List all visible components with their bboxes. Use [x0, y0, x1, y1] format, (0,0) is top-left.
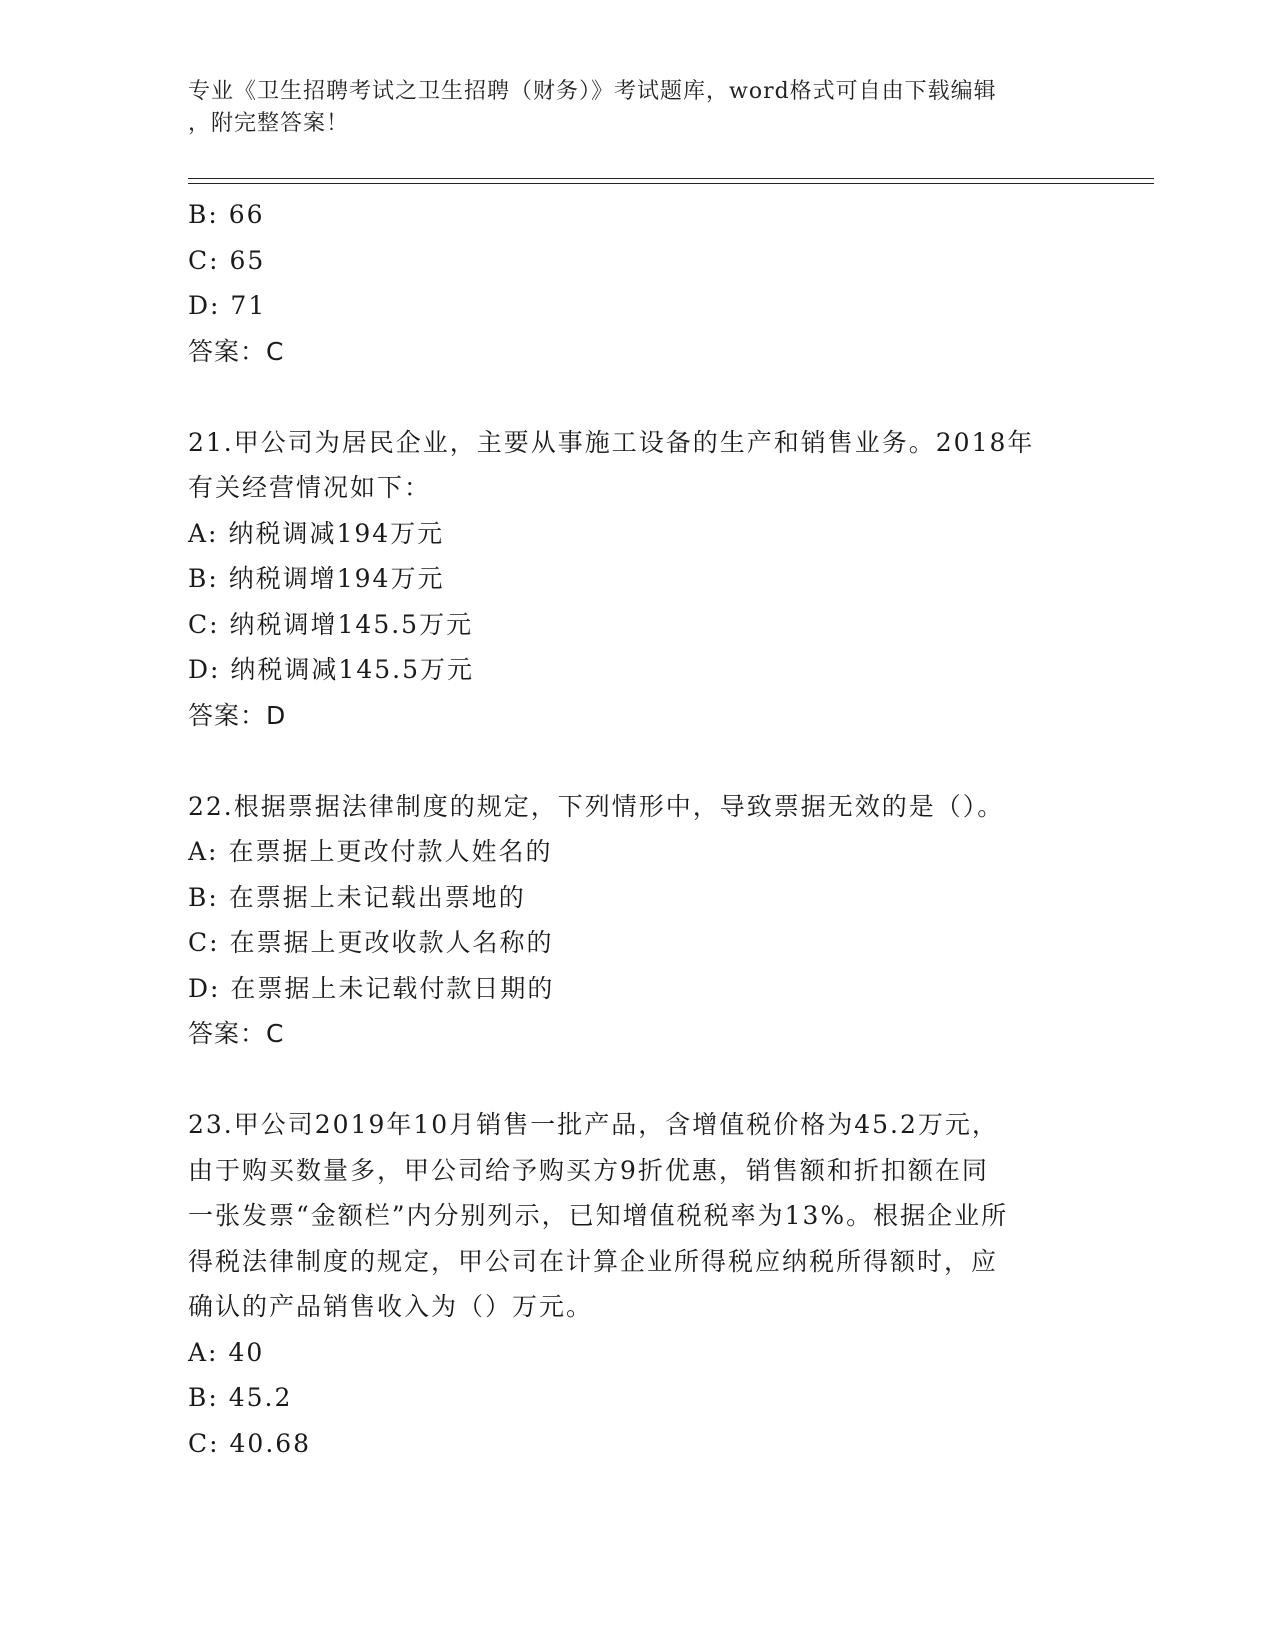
document-header	[188, 76, 1068, 140]
option-label: A:	[188, 837, 219, 866]
option-b	[188, 1375, 1088, 1421]
option-label: B:	[188, 200, 219, 229]
question-stem-line: 得税法律制度的规定，甲公司在计算企业所得税应纳税所得额时，应	[188, 1246, 999, 1276]
spacer	[188, 374, 1088, 420]
header-line-1: 专业《卫生招聘考试之卫生招聘（财务）》考试题库，word格式可自由下载编辑	[188, 79, 997, 104]
question-stem-line: 确认的产品销售收入为（）万元。	[188, 1292, 594, 1321]
question-stem-line: 22.根据票据法律制度的规定，下列情形中，导致票据无效的是（）。	[188, 791, 1005, 821]
option-c	[188, 1421, 1088, 1467]
option-text: 在票据上更改付款人姓名的	[228, 837, 553, 866]
option-text: 纳税调减145.5万元	[230, 655, 474, 684]
option-label: B:	[188, 564, 219, 593]
answer-line: 答案：D	[188, 700, 287, 730]
option-a	[188, 829, 1088, 875]
option-text: 在票据上未记载付款日期的	[230, 973, 555, 1003]
option-label: D:	[188, 655, 221, 684]
option-d	[188, 966, 1088, 1012]
option-text: 在票据上未记载出票地的	[228, 882, 526, 912]
header-divider-top	[188, 178, 1154, 179]
question-21	[188, 420, 1088, 739]
option-label: D:	[188, 291, 221, 320]
option-text: 71	[230, 291, 267, 320]
question-stem-line: 21.甲公司为居民企业，主要从事施工设备的生产和销售业务。2018年	[188, 427, 1035, 457]
option-c	[188, 920, 1088, 966]
option-text: 纳税调增145.5万元	[229, 609, 474, 639]
option-text: 纳税调增194万元	[228, 564, 445, 593]
previous-question-tail	[188, 192, 1088, 374]
option-label: C:	[188, 609, 220, 639]
question-23	[188, 1102, 1088, 1466]
option-label: C:	[188, 245, 220, 275]
option-a	[188, 511, 1088, 557]
option-a	[188, 1330, 1088, 1376]
header-line-2: ，附完整答案！	[188, 111, 350, 136]
option-b	[188, 556, 1088, 602]
question-stem-line: 23.甲公司2019年10月销售一批产品，含增值税价格为45.2万元，	[188, 1110, 999, 1139]
option-label: B:	[188, 882, 219, 912]
option-text: 在票据上更改收款人名称的	[229, 928, 554, 957]
option-d	[188, 647, 1088, 693]
option-text: 45.2	[228, 1383, 293, 1412]
option-text: 65	[229, 245, 266, 275]
question-stem-line: 由于购买数量多，甲公司给予购买方9折优惠，销售额和折扣额在同	[188, 1155, 989, 1185]
answer-line: 答案：C	[188, 336, 285, 366]
option-text: 66	[228, 200, 265, 229]
option-b	[188, 875, 1088, 921]
option-label: B:	[188, 1383, 219, 1412]
option-label: D:	[188, 973, 221, 1003]
question-stem-line: 一张发票“金额栏”内分别列示，已知增值税税率为13%。根据企业所	[188, 1201, 1009, 1230]
spacer	[188, 738, 1088, 784]
option-text: 纳税调减194万元	[228, 518, 445, 548]
answer-line: 答案：C	[188, 1019, 285, 1048]
option-label: C:	[188, 928, 220, 957]
option-label: C:	[188, 1428, 220, 1458]
header-divider-bottom	[188, 183, 1154, 184]
question-list	[188, 192, 1088, 1466]
option-d	[188, 283, 1088, 329]
option-text: 40	[228, 1337, 265, 1367]
option-c	[188, 238, 1088, 284]
question-22	[188, 784, 1088, 1057]
option-text: 40.68	[229, 1428, 312, 1458]
option-b	[188, 192, 1088, 238]
question-stem-line: 有关经营情况如下：	[188, 473, 432, 502]
option-label: A:	[188, 1337, 219, 1367]
option-label: A:	[188, 518, 219, 548]
spacer	[188, 1057, 1088, 1103]
option-c	[188, 602, 1088, 648]
